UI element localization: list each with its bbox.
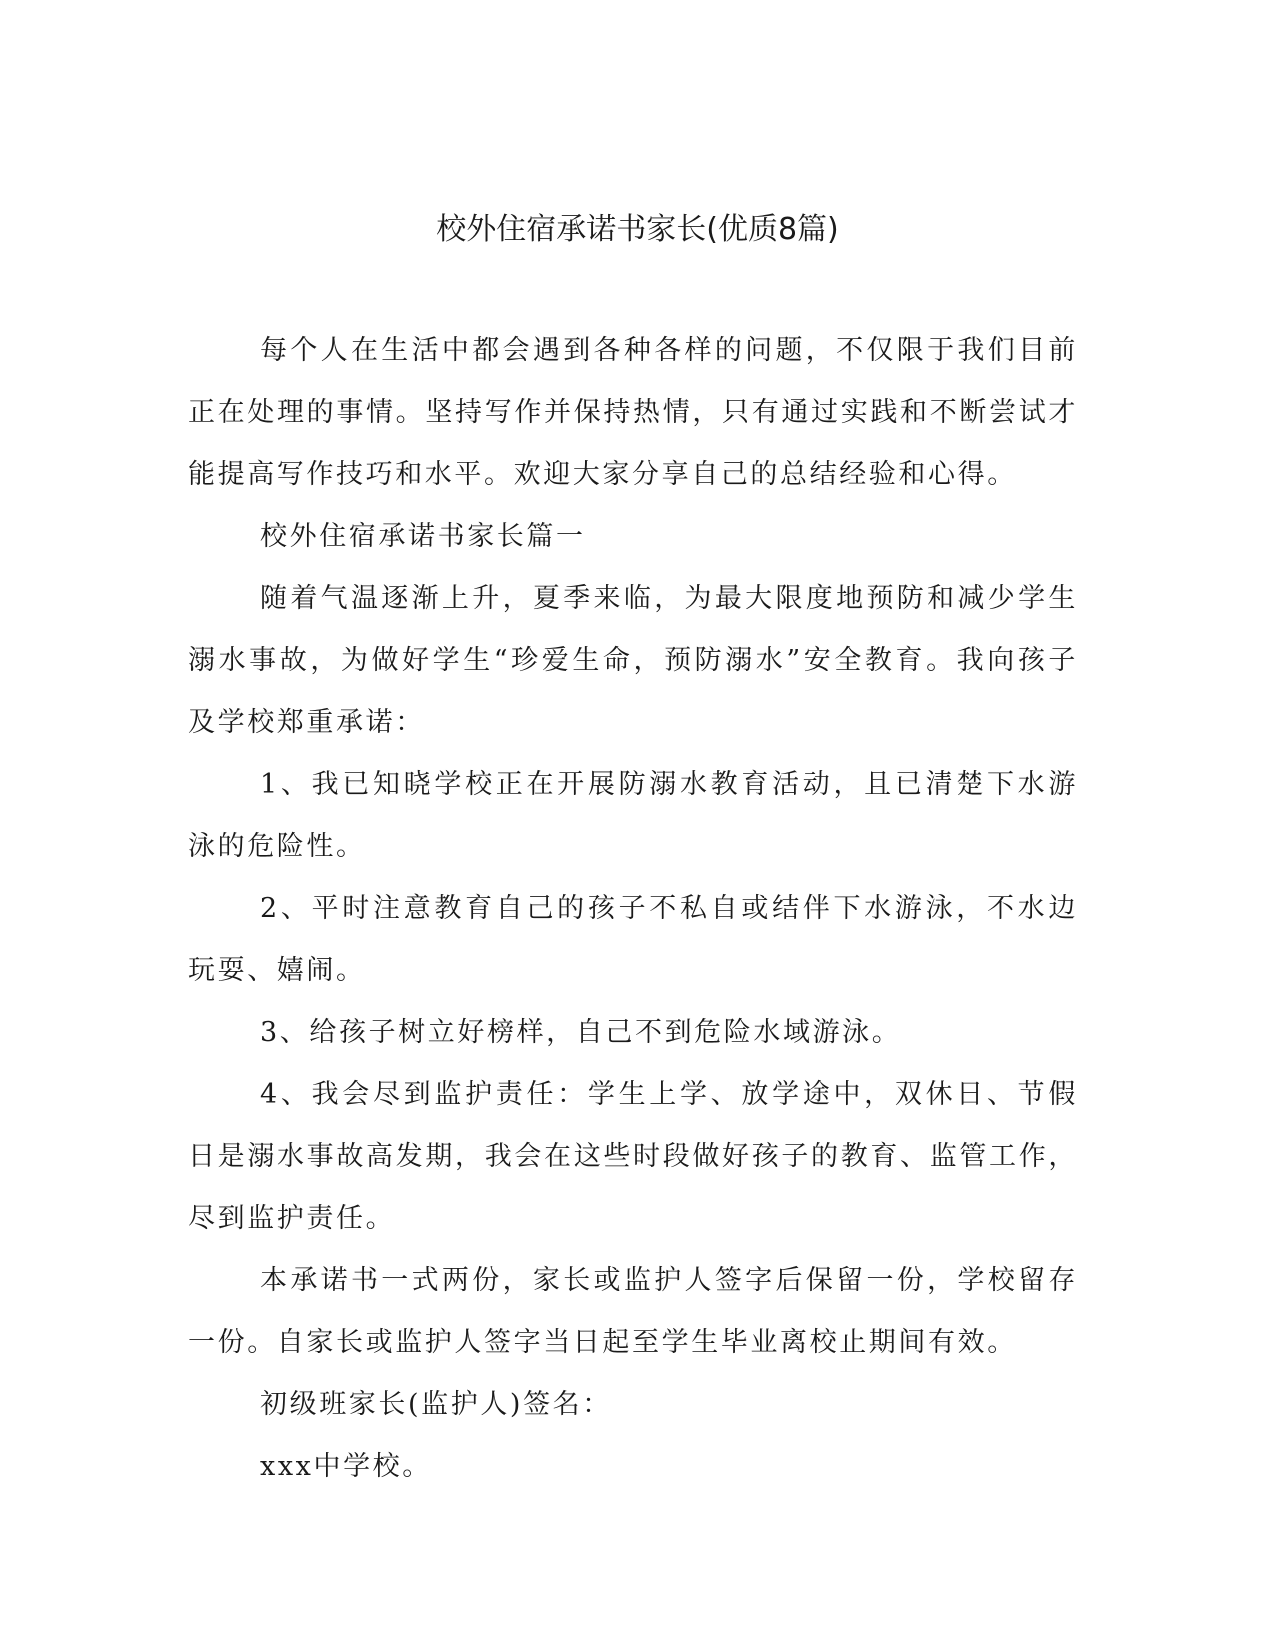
pledge-item-3: 3、给孩子树立好榜样，自己不到危险水域游泳。 [260, 1017, 902, 1048]
school-name: xxx中学校。 [260, 1451, 432, 1482]
section-heading: 校外住宿承诺书家长篇一 [260, 521, 586, 552]
document-body [188, 320, 1078, 1498]
pledge-item-1: 1、我已知晓学校正在开展防溺水教育活动，且已清楚下水游泳的危险性。 [188, 769, 1078, 862]
document-title: 校外住宿承诺书家长(优质8篇) [436, 212, 839, 247]
signature-line: 初级班家长(监护人)签名： [260, 1389, 612, 1420]
body-paragraph: 随着气温逐渐上升，夏季来临，为最大限度地预防和减少学生溺水事故，为做好学生“珍爱生命，预防溺水”安全教育。我向孩子及学校郑重承诺： [188, 583, 1078, 738]
intro-paragraph: 每个人在生活中都会遇到各种各样的问题，不仅限于我们目前正在处理的事情。坚持写作并保持热情，只有通过实践和不断尝试才能提高写作技巧和水平。欢迎大家分享自己的总结经验和心得。 [188, 335, 1078, 490]
pledge-item-4: 4、我会尽到监护责任：学生上学、放学途中，双休日、节假日是溺水事故高发期，我会在这些时段做好孩子的教育、监管工作，尽到监护责任。 [188, 1079, 1078, 1234]
validity-paragraph: 本承诺书一式两份，家长或监护人签字后保留一份，学校留存一份。自家长或监护人签字当日起至学生毕业离校止期间有效。 [188, 1265, 1078, 1358]
pledge-item-2: 2、平时注意教育自己的孩子不私自或结伴下水游泳，不水边玩耍、嬉闹。 [188, 893, 1078, 986]
